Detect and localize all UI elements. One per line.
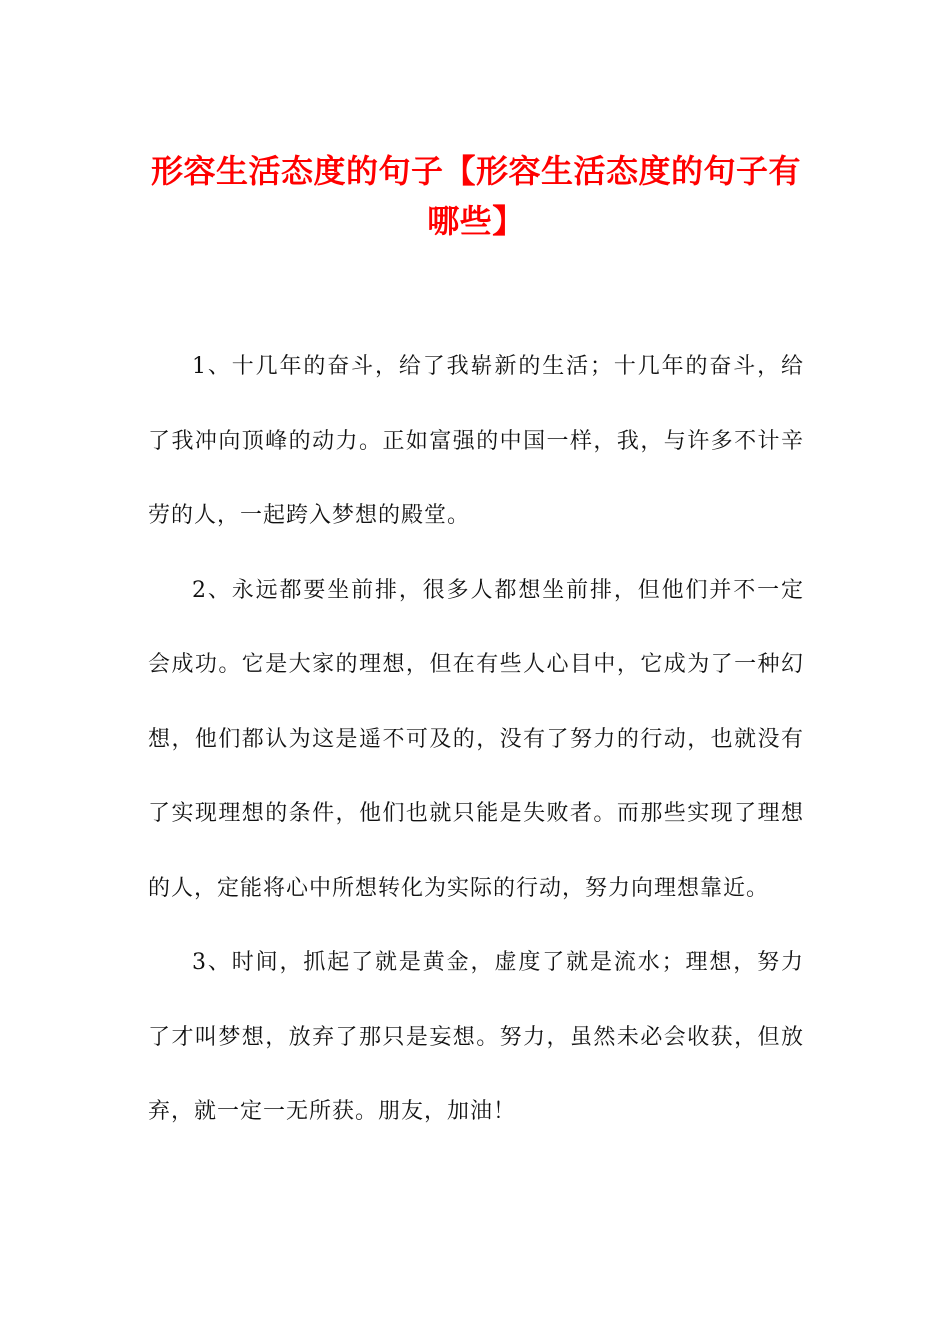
paragraph-1: 1、十几年的奋斗，给了我崭新的生活；十几年的奋斗，给了我冲向顶峰的动力。正如富强的中国一样，我，与许多不计辛劳的人，一起跨入梦想的殿堂。 (148, 354, 804, 528)
document-title: 形容生活态度的句子【形容生活态度的句子有哪些】 (150, 152, 801, 240)
paragraph-2: 2、永远都要坐前排，很多人都想坐前排，但他们并不一定会成功。它是大家的理想，但在有些人心目中，它成为了一种幻想，他们都认为这是遥不可及的，没有了努力的行动，也就没有了实现理想的条件，他们也就只能是失败者。而那些实现了理想的人，定能将心中所想转化为实际的行动，努力向理想靠近。 (148, 577, 804, 901)
paragraph-3: 3、时间，抓起了就是黄金，虚度了就是流水；理想，努力了才叫梦想，放弃了那只是妄想。努力，虽然未必会收获，但放弃，就一定一无所获。朋友，加油！ (148, 950, 804, 1124)
document-body (148, 330, 804, 1150)
